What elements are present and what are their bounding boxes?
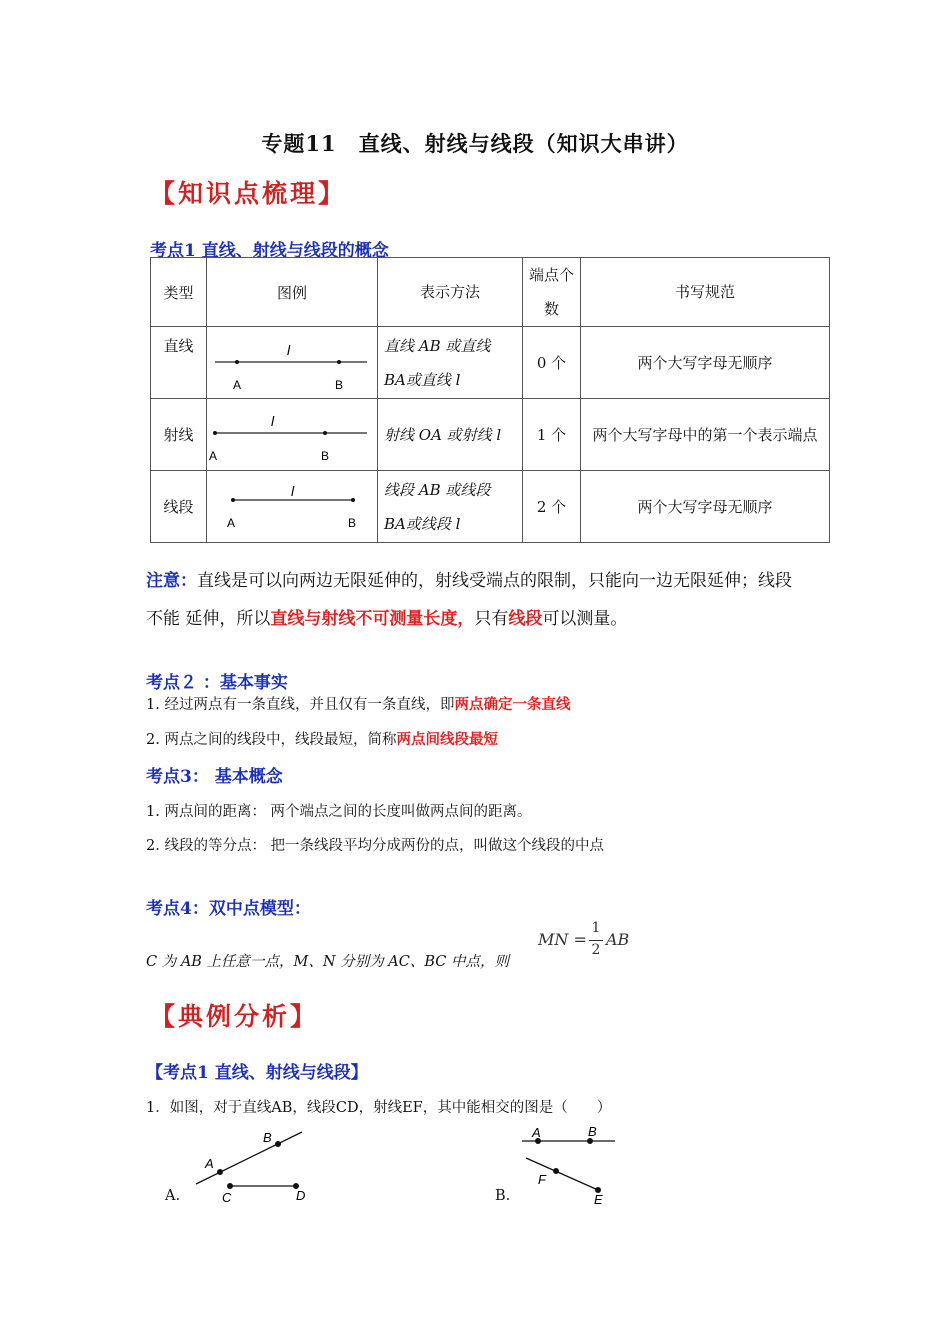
label-b: B <box>263 1130 272 1145</box>
method-line-1: 线段 AB 或线段 <box>384 480 491 499</box>
kp1-title: 考点1 直线、射线与线段的概念 <box>150 241 389 261</box>
label-e: E <box>594 1192 603 1207</box>
figure-segment <box>207 471 378 543</box>
kp4-text <box>146 950 509 971</box>
row-type: 线段 <box>151 471 207 543</box>
method-line-1: 直线 AB 或直线 <box>384 336 491 355</box>
method-line-1: 射线 OA 或射线 l <box>384 425 502 444</box>
option-b-figure <box>518 1122 623 1208</box>
kp4-title: 考点4：双中点模型： <box>146 899 311 919</box>
row-method <box>378 399 523 471</box>
segment-diagram <box>207 471 377 538</box>
point-a <box>213 431 217 435</box>
method-line-2: BA或直线 l <box>384 370 461 389</box>
row-count: 1 个 <box>523 399 581 471</box>
header-figure: 图例 <box>207 258 378 327</box>
kp3-item1: 1. 两点间的距离： 两个端点之间的长度叫做两点间的距离。 <box>146 804 532 820</box>
note-text-3: 可以测量。 <box>542 609 628 629</box>
table-row <box>151 327 830 399</box>
label-a: A <box>233 378 242 392</box>
header-rule: 书写规范 <box>581 258 830 327</box>
option-b-label: B. <box>495 1188 511 1204</box>
kp3-title: 考点3： 基本概念 <box>146 767 283 787</box>
row-rule: 两个大写字母无顺序 <box>581 327 830 399</box>
option-a-label: A. <box>165 1188 181 1204</box>
note-text-1: 直线是可以向两边无限延伸的，射线受端点的限制，只能向一边无限延伸；线段不能 延伸，所以 <box>146 571 792 629</box>
example-header: 【考点1 直线、射线与线段】 <box>146 1063 368 1083</box>
header-method: 表示方法 <box>378 258 523 327</box>
table-header-row <box>151 258 830 327</box>
label-a: A <box>205 1156 214 1171</box>
point-b <box>337 360 341 364</box>
concept-table <box>150 257 830 543</box>
ray-ef <box>526 1158 598 1190</box>
label-a: A <box>227 516 236 530</box>
kp2-item2 <box>146 728 498 749</box>
formula-bar <box>589 940 603 941</box>
label-l: l <box>287 342 291 358</box>
note-label: 注意： <box>146 571 197 591</box>
point-a <box>217 1169 223 1175</box>
line-diagram <box>207 327 377 394</box>
point-b <box>351 498 355 502</box>
point-b <box>275 1141 281 1147</box>
note-red-2: 线段 <box>508 609 543 629</box>
kp2-item2-text: 2. 两点之间的线段中，线段最短，简称 <box>146 732 397 748</box>
label-b: B <box>321 449 330 463</box>
kp4-text-content: C 为 AB 上任意一点，M、N 分别为 AC、BC 中点，则 <box>146 954 509 970</box>
method-line-2: BA或线段 l <box>384 514 461 533</box>
point-f <box>553 1168 559 1174</box>
point-a <box>231 498 235 502</box>
label-c: C <box>222 1190 232 1205</box>
row-type: 直线 <box>151 327 207 399</box>
header-type: 类型 <box>151 258 207 327</box>
row-count: 0 个 <box>523 327 581 399</box>
label-d: D <box>296 1188 306 1203</box>
row-method <box>378 471 523 543</box>
label-a: A <box>532 1125 541 1140</box>
section-heading-examples: 【典例分析】 <box>150 1002 319 1031</box>
label-a: A <box>209 449 218 463</box>
label-l: l <box>291 483 295 499</box>
label-b: B <box>348 516 357 530</box>
row-rule: 两个大写字母中的第一个表示端点 <box>581 399 830 471</box>
formula-den: 2 <box>591 942 601 958</box>
header-count: 端点个数 <box>523 258 581 327</box>
label-l: l <box>271 413 275 429</box>
section-heading-knowledge: 【知识点梳理】 <box>150 179 347 208</box>
label-b: B <box>588 1124 597 1139</box>
label-b: B <box>335 378 344 392</box>
note-paragraph <box>146 562 806 638</box>
ray-diagram <box>207 399 377 466</box>
kp2-title: 考点２ ：基本事实 <box>146 673 288 693</box>
formula-right: AB <box>606 930 630 949</box>
table-row <box>151 471 830 543</box>
figure-ray <box>207 399 378 471</box>
row-method <box>378 327 523 399</box>
kp2-item1 <box>146 693 570 714</box>
figure-line <box>207 327 378 399</box>
point-a <box>235 360 239 364</box>
kp2-item2-red: 两点间线段最短 <box>396 731 498 748</box>
kp2-item1-red: 两点确定一条直线 <box>454 696 571 713</box>
kp2-item1-text: 1. 经过两点有一条直线，并且仅有一条直线，即 <box>146 697 455 713</box>
label-f: F <box>538 1172 546 1187</box>
point-c <box>227 1183 233 1189</box>
option-a-figure <box>190 1124 320 1208</box>
table-row <box>151 399 830 471</box>
question-1: 1．如图，对于直线AB，线段CD，射线EF，其中能相交的图是（ ） <box>146 1100 612 1116</box>
formula-num: 1 <box>591 920 601 936</box>
formula-left: MN = <box>538 930 587 949</box>
row-type: 射线 <box>151 399 207 471</box>
note-text-2: 只有 <box>474 609 509 629</box>
point-b <box>323 431 327 435</box>
row-count: 2 个 <box>523 471 581 543</box>
kp3-item2: 2. 线段的等分点： 把一条线段平均分成两份的点，叫做这个线段的中点 <box>146 838 605 854</box>
note-red-1: 直线与射线不可测量长度， <box>270 609 475 629</box>
row-rule: 两个大写字母无顺序 <box>581 471 830 543</box>
page-title: 专题11 直线、射线与线段（知识大串讲） <box>261 131 689 156</box>
